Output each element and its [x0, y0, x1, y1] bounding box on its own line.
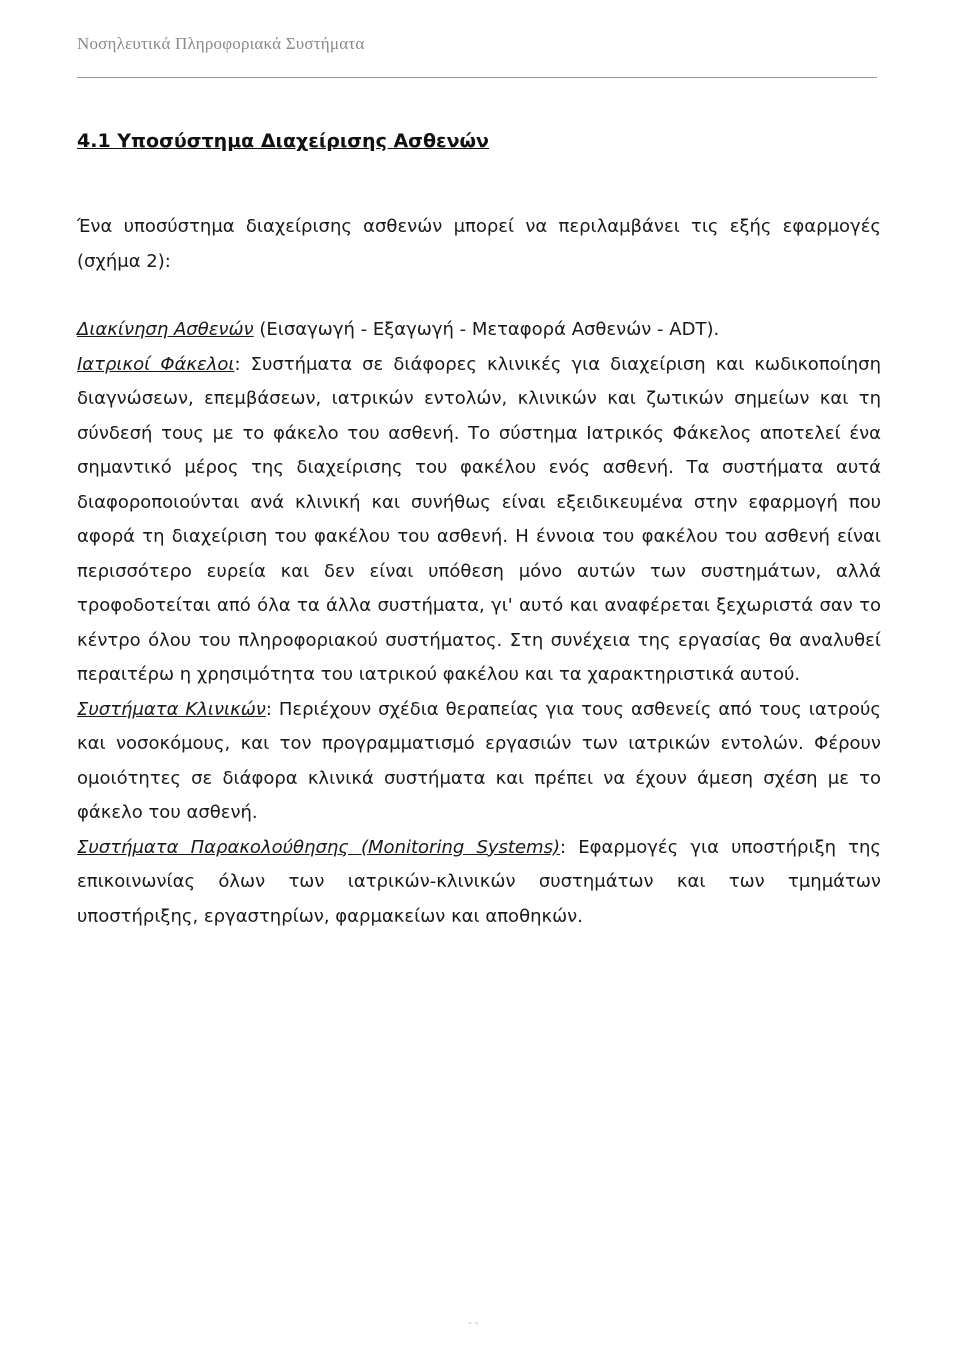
page-footer-mark: - - — [468, 1318, 479, 1329]
section-title: 4.1 Υποσύστημα Διαχείρισης Ασθενών — [77, 130, 489, 152]
intro-paragraph: Ένα υποσύστημα διαχείρισης ασθενών μπορεί να περιλαμβάνει τις εξής εφαρμογές (σχήμα 2): — [77, 216, 881, 272]
item-text-clinic-systems: : Περιέχουν σχέδια θεραπείας για τους ασθενείς από τους ιατρούς και νοσοκόμους, και τον προγραμματισμό εργασιών των ιατρικών εντολών. Φέρουν ομοιότητες σε διάφορα κλινικά συστήματα και πρέπει να έχουν άμεση σχέση με το φάκελο του ασθενή. — [77, 698, 881, 823]
item-text-patient-movement: (Εισαγωγή - Εξαγωγή - Μεταφορά Ασθενών - ADT). — [253, 319, 720, 340]
content-body — [77, 313, 881, 934]
item-term-monitoring-systems: Συστήματα Παρακολούθησης (Monitoring Systems) — [77, 836, 560, 858]
item-text-medical-records: : Συστήματα σε διάφορες κλινικές για διαχείριση και κωδικοποίηση διαγνώσεων, επεμβάσεων, ιατρικών εντολών, κλινικών και ζωτικών σημείων και τη σύνδεσή τους με το φάκελο του ασθενή. Το σύστημα Ιατρικός Φάκελος αποτελεί ένα σημαντικό μέρος της διαχείρισης του φακέλου ενός ασθενή. Τα συστήματα αυτά διαφοροποιούνται ανά κλινική και συνήθως είναι εξειδικευμένα στην εφαρμογή που αφορά τη διαχείριση του φακέλου του ασθενή. Η έννοια του φακέλου του ασθενή είναι περισσότερο ευρεία και δεν είναι υπόθεση μόνο αυτών των συστημάτων, αλλά τροφοδοτείται από όλα τα άλλα συστήματα, γι' αυτό και αναφέρεται ξεχωριστά σαν το κέντρο όλου του πληροφοριακού συστήματος. Στη συνέχεια της εργασίας θα αναλυθεί περαιτέρω η χρησιμότητα του ιατρικού φακέλου και τα χαρακτηριστικά αυτού. — [77, 353, 881, 685]
item-term-medical-records: Ιατρικοί Φάκελοι — [77, 353, 235, 375]
running-header: Νοσηλευτικά Πληροφοριακά Συστήματα — [77, 34, 365, 53]
item-text-monitoring-systems: : Εφαρμογές για υποστήριξη της επικοινωνίας όλων των ιατρικών-κλινικών συστημάτων και των τμημάτων υποστήριξης, εργαστηρίων, φαρμακείων και αποθηκών. — [77, 836, 881, 927]
item-term-patient-movement: Διακίνηση Ασθενών — [77, 319, 254, 340]
header-rule — [77, 77, 877, 78]
item-term-clinic-systems: Συστήματα Κλινικών — [77, 698, 266, 720]
